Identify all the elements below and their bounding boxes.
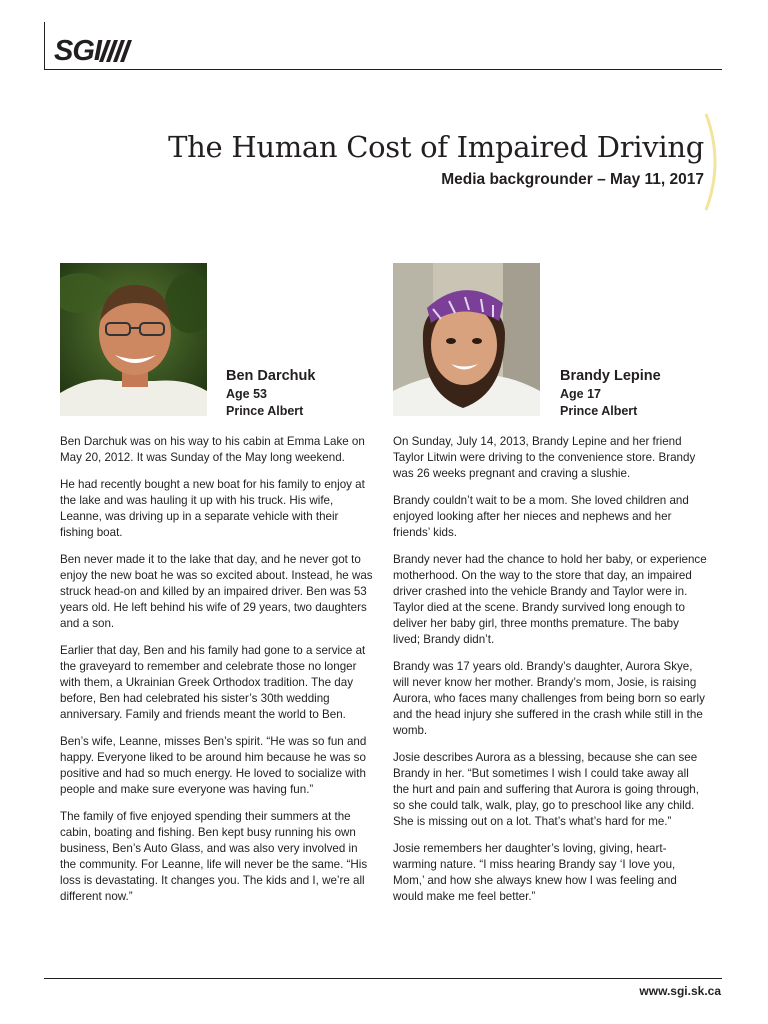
ben-paragraph: Ben Darchuk was on his way to his cabin at Emma Lake on May 20, 2012. It was Sunday of the May long weekend. [60,435,365,464]
ben-caption [226,366,315,419]
brandy-caption [560,366,661,419]
ben-paragraph: He had recently bought a new boat for his family to enjoy at the lake and was hauling it up with his truck. His wife, Leanne, was driving up in a separate vehicle with their fishing boat. [60,478,365,539]
slash-bars-icon [103,40,128,62]
brandy-age: Age 17 [560,387,601,401]
decorative-arc [702,112,726,212]
footer-divider [44,978,722,979]
brandy-paragraph: Brandy never had the chance to hold her baby, or experience motherhood. On the way to the store that day, an impaired driver crashed into the vehicle Brandy and Taylor were in. Taylor died at the scene. Brandy survived long enough to deliver her baby girl, three months premature. The baby lived; Brandy didn’t. [393,553,707,646]
brandy-paragraph: On Sunday, July 14, 2013, Brandy Lepine and her friend Taylor Litwin were driving to the convenience store. Brandy was 26 weeks pregnant and craving a slushie. [393,435,696,480]
website-link[interactable]: www.sgi.sk.ca [639,984,721,998]
ben-darchuk-photo [60,263,207,416]
ben-paragraph: Ben’s wife, Leanne, misses Ben’s spirit. “He was so fun and happy. Everyone liked to be around him because he was so positive and had so much energy. He loved to socialize with people and make sure everyone was having fun.” [60,735,367,796]
page-title: The Human Cost of Impaired Driving [168,130,704,164]
brandy-paragraph: Brandy was 17 years old. Brandy’s daughter, Aurora Skye, will never know her mother. Brandy’s mom, Josie, is raising Aurora, who faces many challenges from being born so early and the head injury she suffered in the crash while still in the womb. [393,660,705,737]
page-subtitle: Media backgrounder – May 11, 2017 [441,171,704,188]
brandy-location: Prince Albert [560,403,638,418]
ben-paragraph: The family of five enjoyed spending their summers at the cabin, boating and fishing. Ben kept busy running his own business, Ben’s Auto Glass, and was also very involved in the community. For Leanne, life will never be the same. “His loss is devastating. It changes you. The kids and I, we’re all different now.” [60,810,368,903]
brandy-paragraph: Josie describes Aurora as a blessing, because she can see Brandy in her. “But sometimes I wish I could take away all the hurt and pain and suffering that Aurora is going through, so she could talk, walk, play, go to preschool like any child. She is missing out on a lot. That’s what’s hard for me.” [393,751,699,828]
ben-paragraph: Ben never made it to the lake that day, and he never got to enjoy the new boat he was so excited about. Instead, he was struck head-on and killed by an impaired driver. Ben was 53 years old. He left behind his wife of 29 years, two daughters and a son. [60,553,373,630]
brandy-paragraph: Brandy couldn’t wait to be a mom. She loved children and enjoyed looking after her nieces and nephews and her friends’ kids. [393,494,689,539]
header-vertical-rule [44,22,45,70]
ben-paragraph: Earlier that day, Ben and his family had gone to a service at the graveyard to remember and celebrate those no longer with them, a Ukrainian Greek Orthodox tradition. The day before, Ben had celebrated his sister’s 30th wedding anniversary. Family and friends meant the world to Ben. [60,644,366,721]
ben-name: Ben Darchuk [226,368,316,384]
brandy-lepine-photo [393,263,540,416]
ben-age: Age 53 [226,387,267,401]
header-divider [44,69,722,70]
ben-location: Prince Albert [226,403,304,418]
sgi-logo [54,36,128,66]
brandy-name: Brandy Lepine [560,368,661,384]
brandy-story [393,434,707,916]
ben-story [60,434,374,916]
logo-text: SGI [54,34,101,67]
brandy-paragraph: Josie remembers her daughter’s loving, giving, heart-warming nature. “I miss hearing Brandy say ‘I love you, Mom,’ and how she always knew how I was feeling and would make me feel better.” [393,842,677,903]
